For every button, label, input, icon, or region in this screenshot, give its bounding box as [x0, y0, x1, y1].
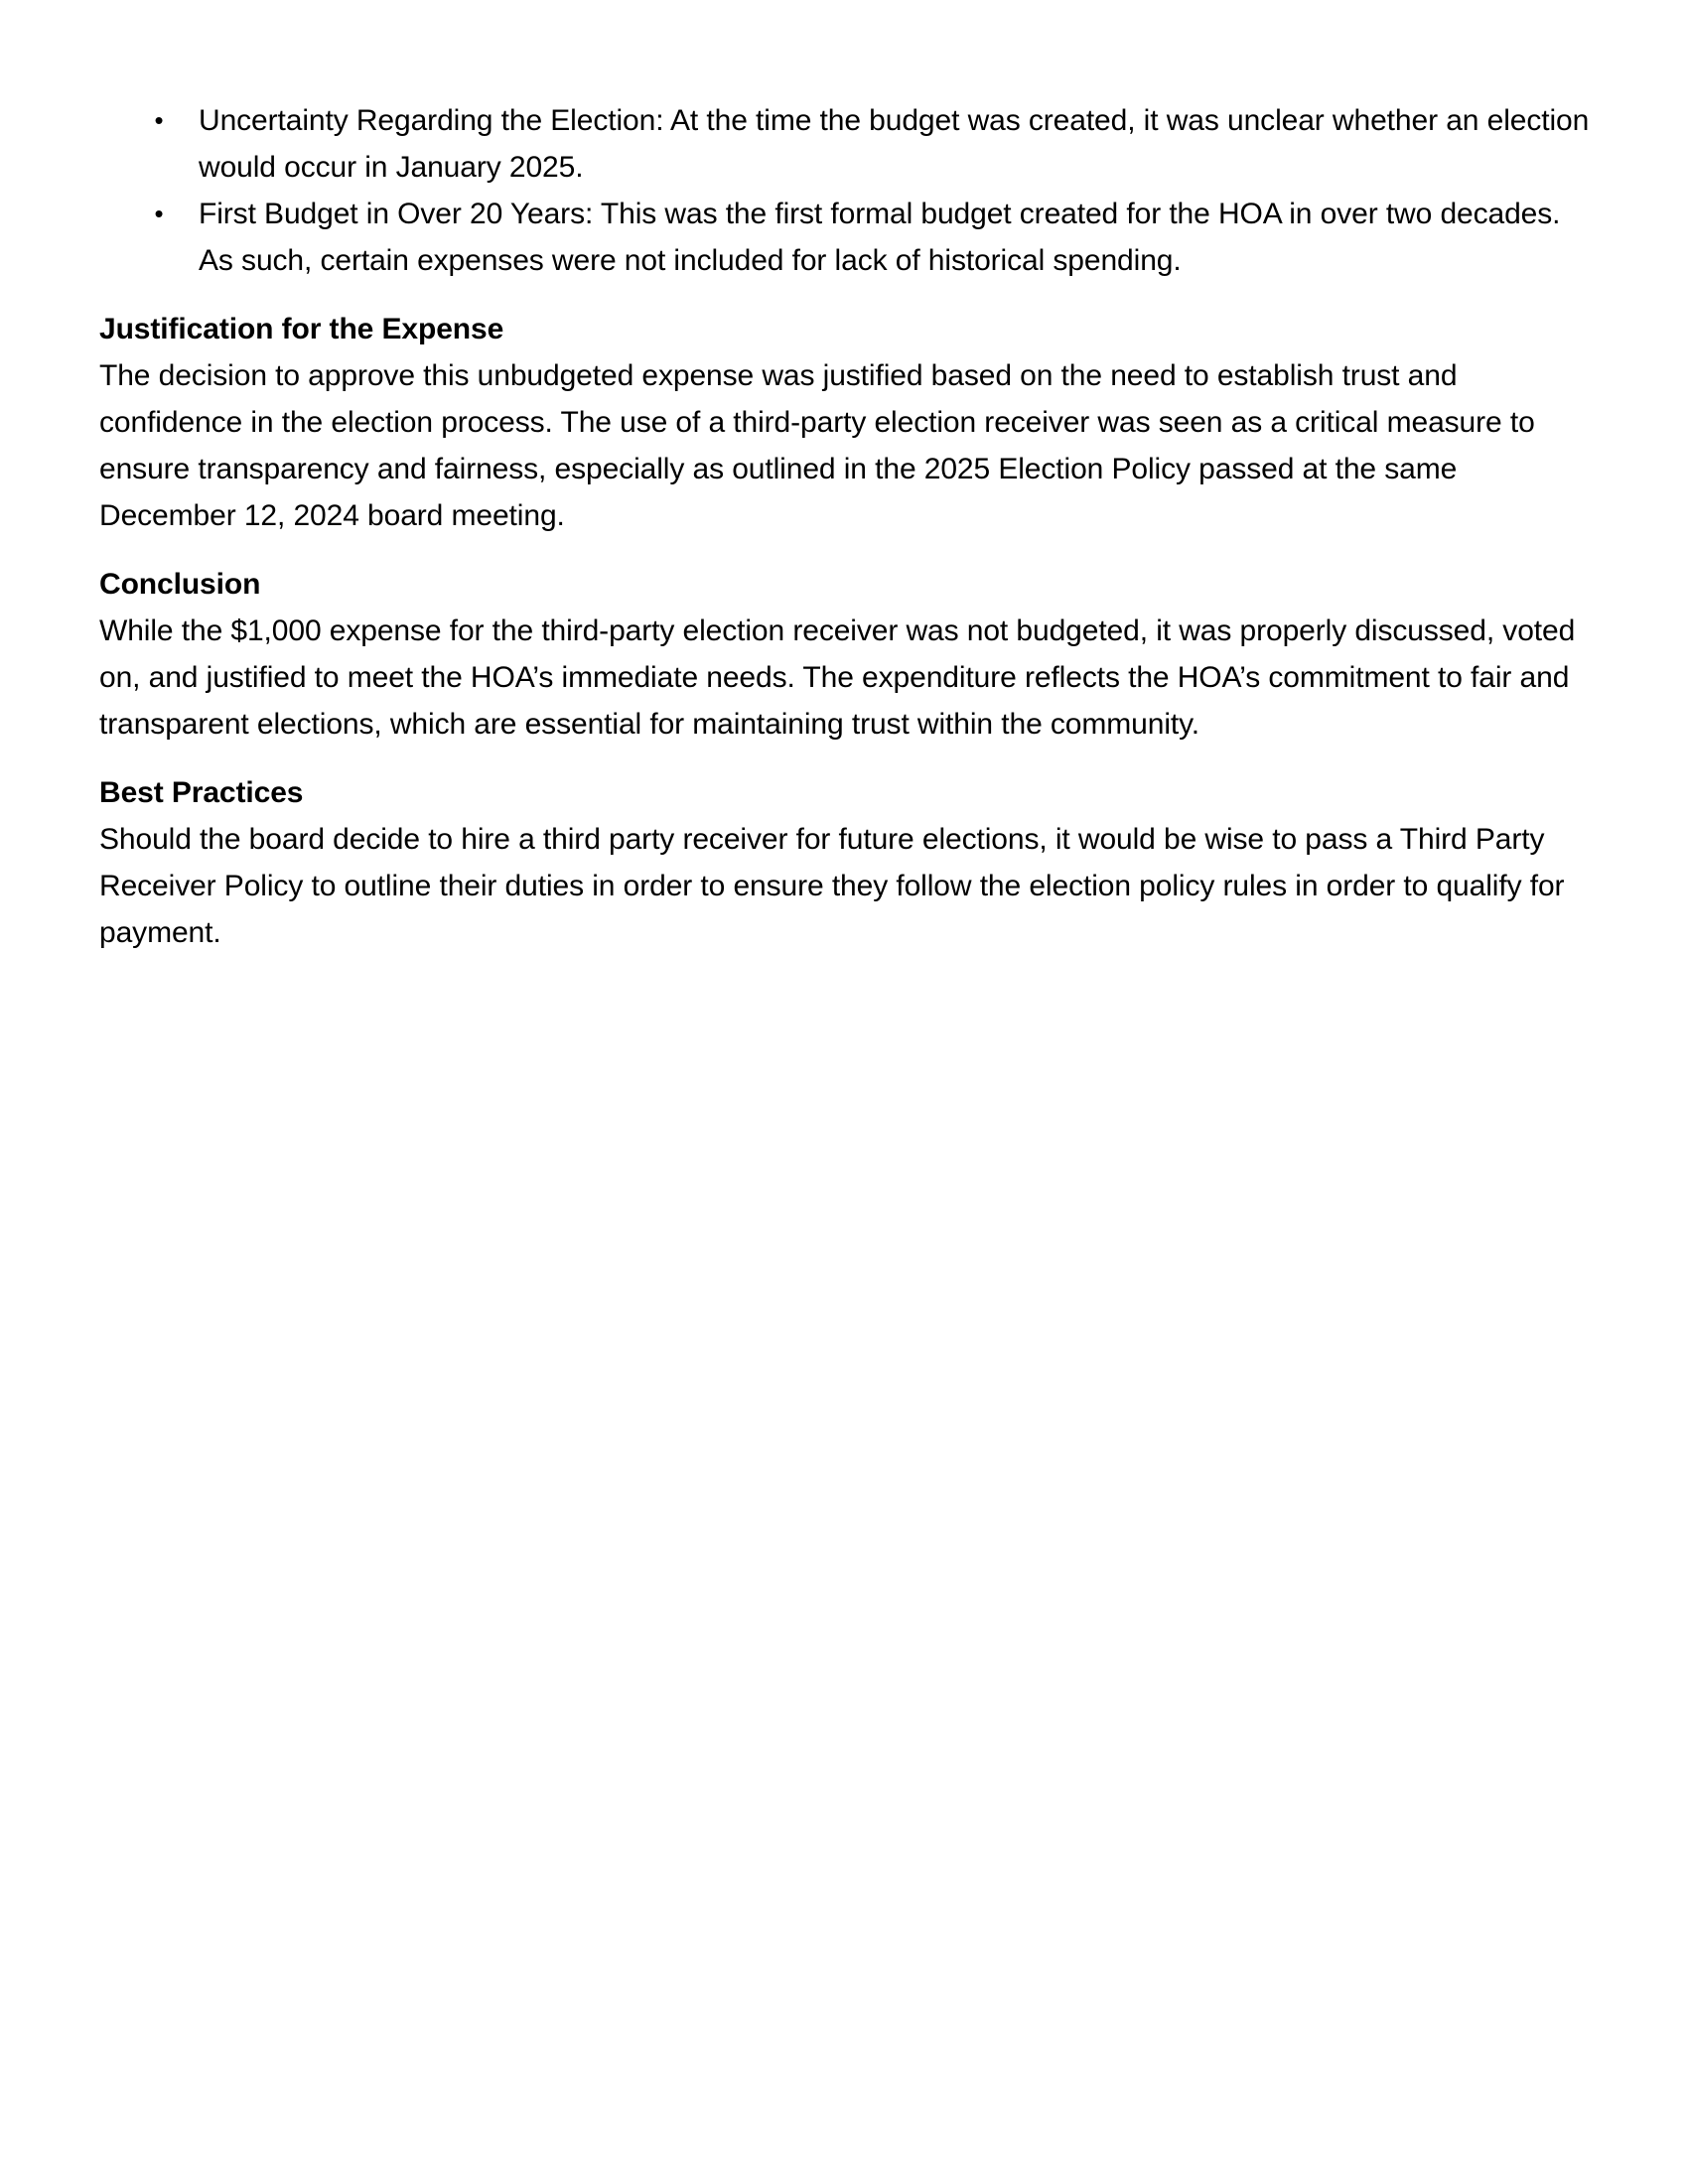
- section-paragraph: The decision to approve this unbudgeted expense was justified based on the need to establish trust and confidence in the election process. The use of a third-party election receiver was seen as a critical measure to ensure transparency and fairness, especially as outlined in the 2025 Election Policy passed at the same December 12, 2024 board meeting.: [99, 359, 1535, 532]
- section-paragraph: Should the board decide to hire a third party receiver for future elections, it would be wise to pass a Third Party Receiver Policy to outline their duties in order to ensure they follow the election policy rules in order to qualify for payment.: [99, 823, 1565, 949]
- section-conclusion: [99, 561, 1594, 748]
- bullet-text: Uncertainty Regarding the Election: At the time the budget was created, it was unclear whether an election would occur in January 2025.: [199, 104, 1590, 184]
- bullet-item: [99, 97, 1594, 191]
- bullet-icon: •: [154, 105, 164, 135]
- section-heading: Best Practices: [99, 776, 304, 809]
- bullet-item: [99, 191, 1594, 284]
- document-content: [99, 97, 1594, 956]
- section-heading: Conclusion: [99, 568, 261, 601]
- section-best-practices: [99, 769, 1594, 956]
- section-heading: Justification for the Expense: [99, 313, 504, 345]
- section-justification: [99, 306, 1594, 539]
- bullet-text: First Budget in Over 20 Years: This was the first formal budget created for the HOA in over two decades. As such, certain expenses were not included for lack of historical spending.: [199, 198, 1561, 277]
- bullet-icon: •: [154, 199, 164, 228]
- bullet-list: [99, 97, 1594, 284]
- section-paragraph: While the $1,000 expense for the third-party election receiver was not budgeted, it was properly discussed, voted on, and justified to meet the HOA’s immediate needs. The expenditure reflects the HOA’s commitment to fair and transparent elections, which are essential for maintaining trust within the community.: [99, 614, 1576, 741]
